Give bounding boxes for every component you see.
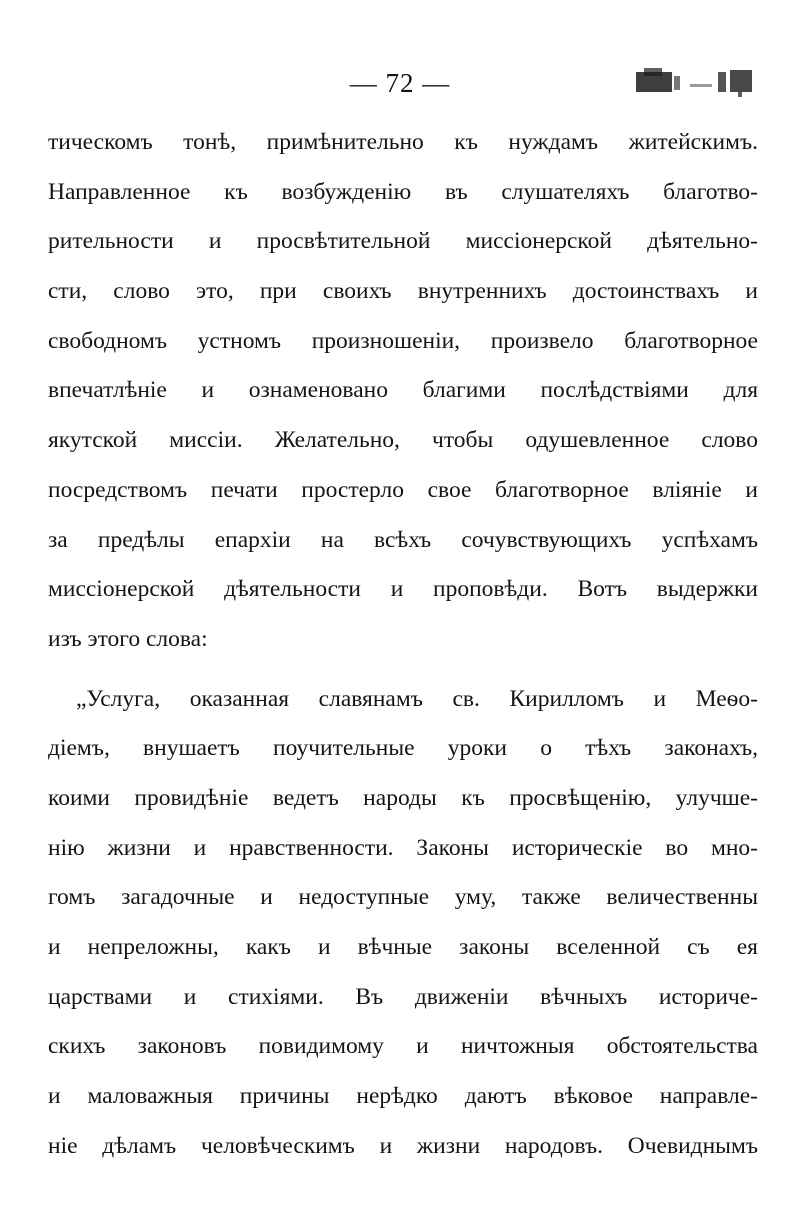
text-line: за предѣлы епархіи на всѣхъ сочувствующихъ успѣхамъ [48,526,758,553]
text-line: діемъ, внушаетъ поучительные уроки о тѣхъ законахъ, [48,735,758,762]
text-line: Направленное къ возбужденію въ слушателяхъ благотво- [48,178,758,205]
text-line: гомъ загадочные и недоступные уму, также величественны [48,884,758,911]
text-line: тическомъ тонѣ, примѣнительно къ нуждамъ житейскимъ. [48,129,758,155]
text-line: и непреложны, какъ и вѣчные законы вселенной съ ея [48,934,758,960]
text-line: изъ этого слова: [48,625,208,652]
text-line: и маловажныя причины нерѣдко даютъ вѣковое направле- [48,1083,758,1110]
page-number: — 72 — [349,68,451,98]
text-line: нію жизни и нравственности. Законы историческіе во мно- [48,834,758,861]
text-line: посредствомъ печати простерло свое благотворное вліяніе и [48,476,758,503]
text-line: якутской миссіи. Желательно, чтобы одушевленное слово [48,427,758,454]
text-line: свободномъ устномъ произношеніи, произвело благотворное [48,327,758,354]
text-line: скихъ законовъ повидимому и ничтожныя обстоятельства [48,1033,758,1060]
text-line: рительности и просвѣтительной миссіонерской дѣятельно- [48,228,758,255]
text-line: „Услуга, оказанная славянамъ св. Кирилломъ и Меѳо- [76,685,758,712]
text-line: царствами и стихіями. Въ движеніи вѣчныхъ историче- [48,983,758,1010]
paragraph-gap [48,665,758,675]
text-line: миссіонерской дѣятельности и проповѣди. Вотъ выдержки [48,576,758,603]
page-header [0,64,800,108]
body-text [48,118,758,1171]
text-line: впечатлѣніе и ознаменовано благими послѣдствіями для [48,377,758,404]
text-line: коими провидѣніе ведетъ народы къ просвѣщенію, улучше- [48,784,758,811]
paragraph [48,675,758,1172]
ink-smudge-mark [634,66,756,98]
text-line: сти, слово это, при своихъ внутреннихъ достоинствахъ и [48,278,758,305]
paragraph [48,118,758,665]
text-line: ніе дѣламъ человѣческимъ и жизни народовъ. Очевиднымъ [48,1132,758,1159]
